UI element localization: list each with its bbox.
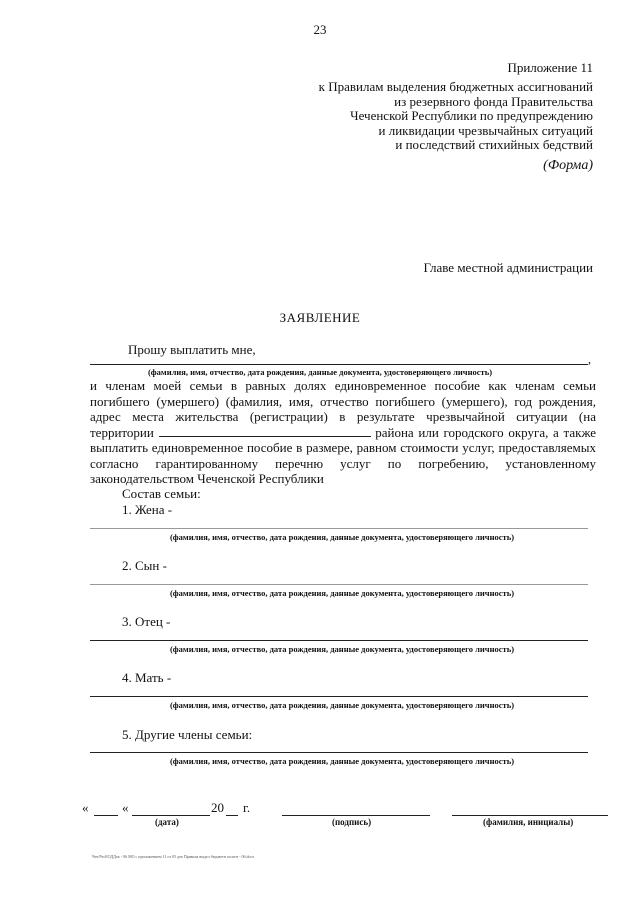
signature-line[interactable] — [282, 815, 430, 816]
family-member-label: 3. Отец - — [122, 614, 171, 629]
body-text-part1: и членам моей семьи в равных долях единовременное пособие как членам семьи погибшего (умершего) (фамилия, имя, отчество погибшего (умершего), год рождения, адрес места жительства (регистрации) в результате чрезвычайной ситуации (на территории — [90, 378, 596, 440]
rules-line: и ликвидации чрезвычайных ситуаций — [378, 122, 593, 138]
comma: , — [588, 352, 591, 366]
family-member-label: 4. Мать - — [122, 670, 172, 685]
territory-blank[interactable] — [159, 425, 371, 437]
family-member-label: 2. Сын - — [122, 558, 167, 573]
rules-line: Чеченской Республики по предупреждению — [350, 108, 593, 123]
date-caption: (дата) — [155, 817, 179, 827]
date-year-prefix: 20 — [211, 800, 224, 815]
file-footnote: Чеч/РесЕОДДок - 06 МО с приложением 11 от 05 дек Правила выдел бюджетн ассигн - 06.docx — [92, 854, 255, 859]
family-member-line[interactable] — [90, 696, 588, 697]
applicant-caption: (фамилия, имя, отчество, дата рождения, данные документа, удостоверяющего личность) — [147, 367, 493, 377]
family-member-line[interactable] — [90, 752, 588, 753]
date-year-line[interactable] — [226, 815, 238, 816]
date-year-suffix: г. — [243, 800, 251, 815]
family-member-caption: (фамилия, имя, отчество, дата рождения, данные документа, удостоверяющего личность) — [169, 756, 515, 766]
family-member-line[interactable] — [90, 528, 588, 529]
appendix-label: Приложение 11 — [507, 60, 593, 75]
applicant-name-line[interactable] — [90, 364, 588, 365]
family-member-label: 1. Жена - — [122, 502, 173, 517]
rules-line: из резервного фонда Правительства — [394, 93, 593, 109]
family-member-label: 5. Другие члены семьи: — [122, 727, 253, 742]
date-day-line[interactable] — [94, 815, 118, 816]
body-paragraph — [90, 378, 596, 487]
rules-reference — [319, 80, 593, 153]
family-heading: Состав семьи: — [122, 486, 201, 501]
date-quote-close: « — [122, 800, 129, 815]
body-text-part2: района или городского округа, а также выплатить единовременное пособие в размере, равном стоимости услуг, предоставляемых согласно гарантированному перечню услуг по погребению, установленному законодательством Чеченской Республики — [90, 424, 597, 486]
request-text: Прошу выплатить мне, — [128, 342, 256, 357]
rules-line: и последствий стихийных бедствий — [395, 137, 593, 152]
date-quote-open: « — [82, 800, 89, 815]
document-title: ЗАЯВЛЕНИЕ — [279, 310, 361, 325]
form-label: (Форма) — [543, 158, 593, 173]
family-member-line[interactable] — [90, 640, 588, 641]
family-member-caption: (фамилия, имя, отчество, дата рождения, данные документа, удостоверяющего личность) — [169, 700, 515, 710]
family-member-caption: (фамилия, имя, отчество, дата рождения, данные документа, удостоверяющего личность) — [169, 588, 515, 598]
page-number: 23 — [313, 22, 327, 37]
family-member-caption: (фамилия, имя, отчество, дата рождения, данные документа, удостоверяющего личность) — [169, 644, 515, 654]
signature-caption: (подпись) — [332, 817, 372, 827]
addressee: Главе местной администрации — [423, 260, 593, 275]
date-month-line[interactable] — [132, 815, 210, 816]
rules-line: к Правилам выделения бюджетных ассигнований — [318, 79, 593, 94]
name-caption: (фамилия, инициалы) — [483, 817, 574, 827]
family-member-caption: (фамилия, имя, отчество, дата рождения, данные документа, удостоверяющего личность) — [169, 532, 515, 542]
name-initials-line[interactable] — [452, 815, 608, 816]
family-member-line[interactable] — [90, 584, 588, 585]
